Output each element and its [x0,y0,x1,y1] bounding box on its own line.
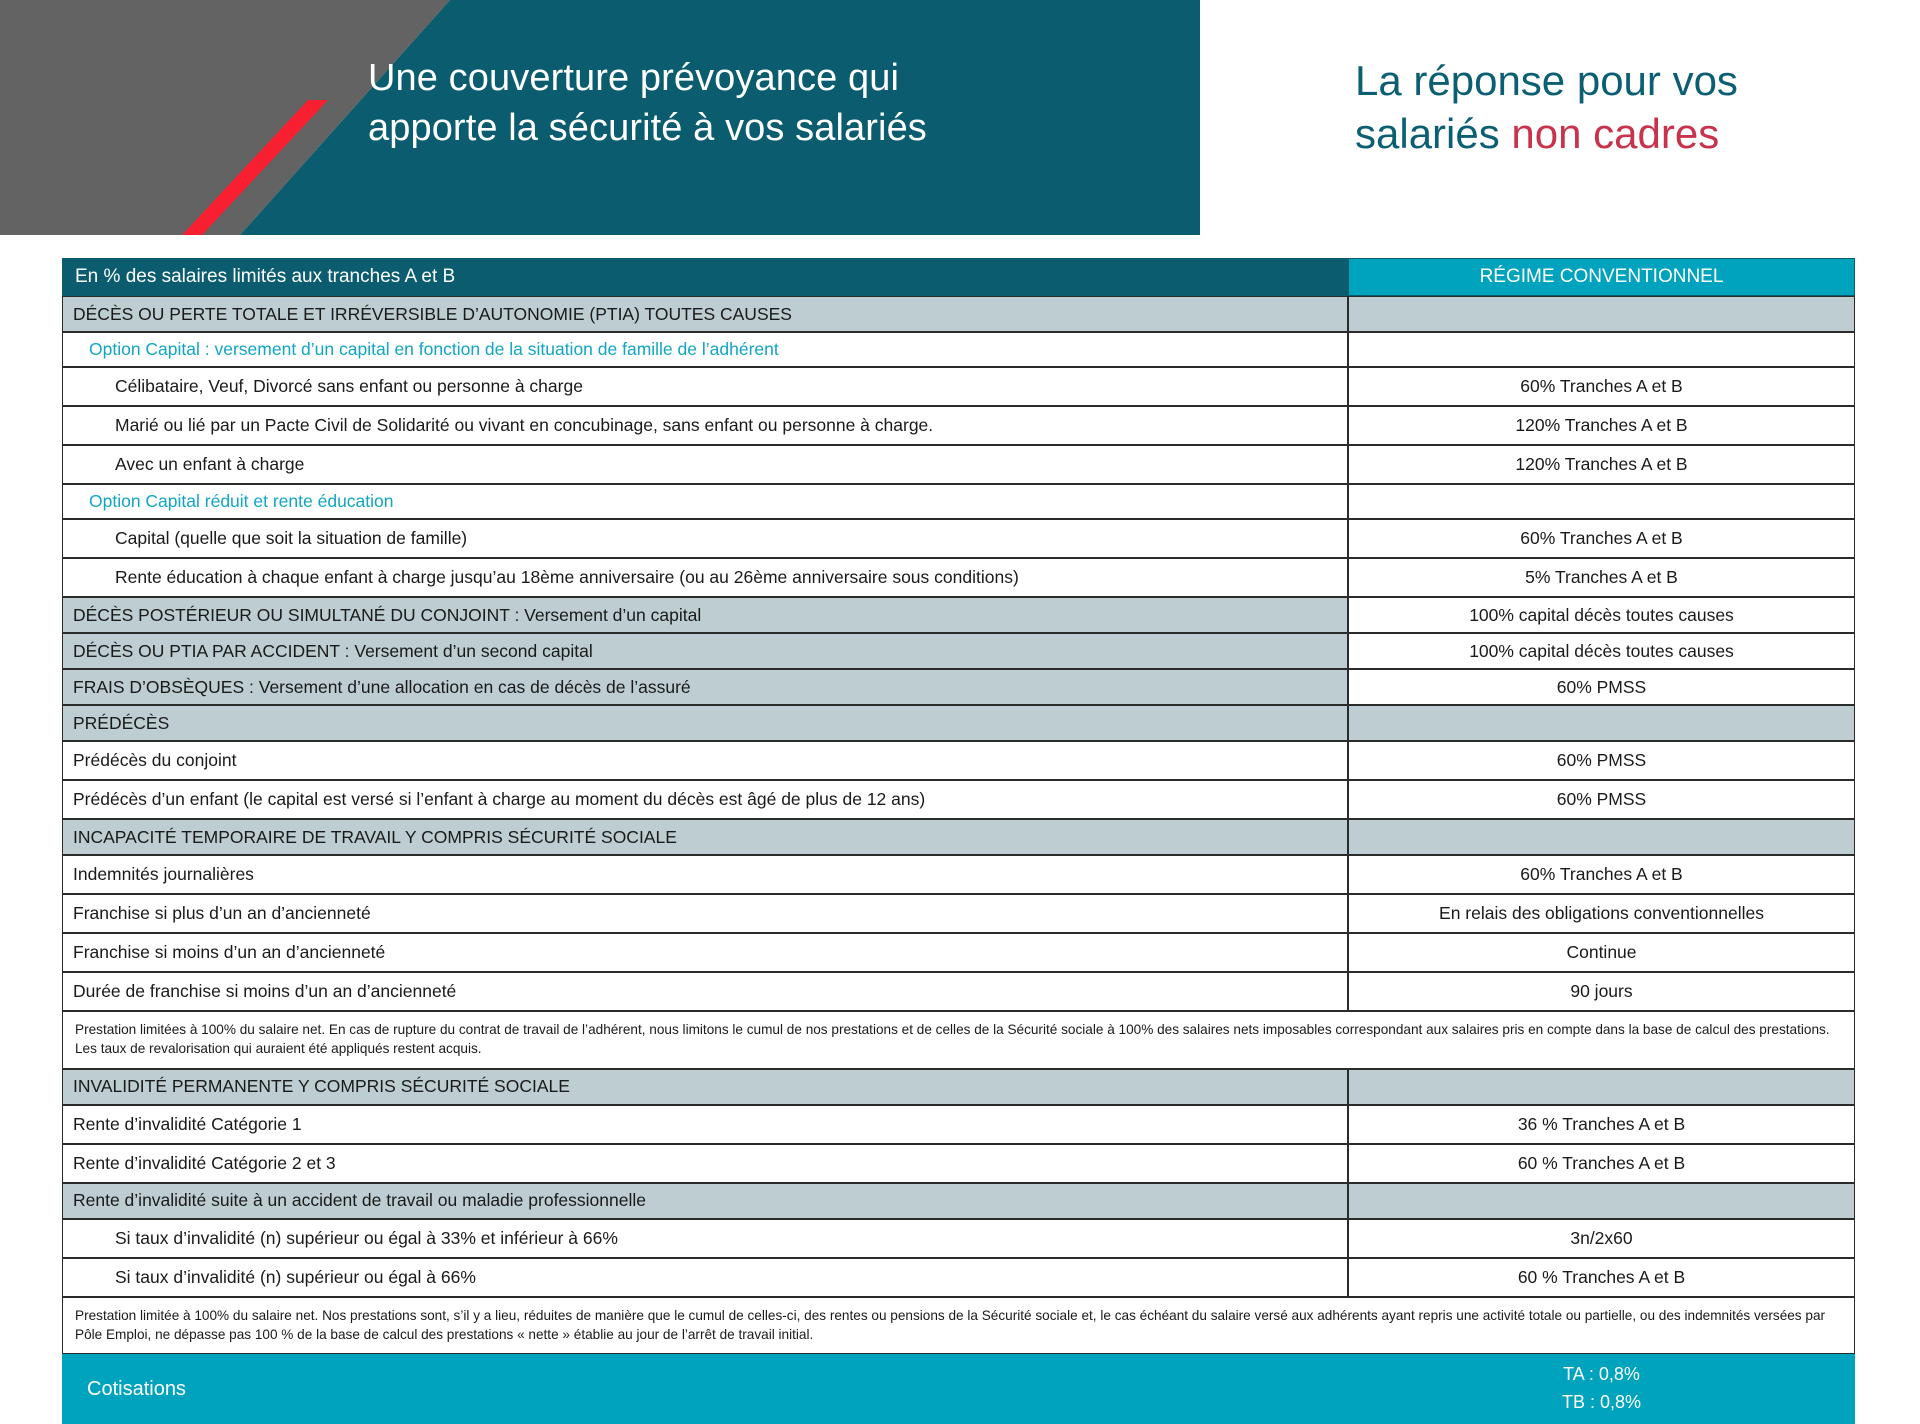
section-header-value [1348,296,1855,332]
section-header-label: DÉCÈS OU PTIA PAR ACCIDENT : Versement d’un second capital [62,633,1348,669]
section-header-label: INVALIDITÉ PERMANENTE Y COMPRIS SÉCURITÉ SOCIALE [62,1069,1348,1105]
table-row [62,780,1855,819]
table-row [62,558,1855,597]
section-header-label: DÉCÈS POSTÉRIEUR OU SIMULTANÉ DU CONJOINT : Versement d’un capital [62,597,1348,633]
section-header-label: Rente d’invalidité suite à un accident de travail ou maladie professionnelle [62,1183,1348,1219]
table-header-right: RÉGIME CONVENTIONNEL [1348,258,1855,296]
benefit-label: Rente d’invalidité Catégorie 2 et 3 [62,1144,1348,1183]
banner-title-line-1: Une couverture prévoyance qui [368,57,899,99]
section-header-value [1348,819,1855,855]
table-row [62,519,1855,558]
sub-header-value [1348,332,1855,367]
benefit-value: 60% PMSS [1348,780,1855,819]
table-row [62,296,1855,332]
benefit-label: Si taux d’invalidité (n) supérieur ou égal à 33% et inférieur à 66% [62,1219,1348,1258]
section-header-value [1348,1069,1855,1105]
table-row [62,633,1855,669]
table-row [62,741,1855,780]
table-row [62,597,1855,633]
benefit-label: Prédécès d’un enfant (le capital est versé si l’enfant à charge au moment du décès est âgé de plus de 12 ans) [62,780,1348,819]
section-header-label: INCAPACITÉ TEMPORAIRE DE TRAVAIL Y COMPRIS SÉCURITÉ SOCIALE [62,819,1348,855]
table-row [62,669,1855,705]
benefit-label: Durée de franchise si moins d’un an d’ancienneté [62,972,1348,1011]
benefit-value: 36 % Tranches A et B [1348,1105,1855,1144]
cotisations-ta: TA : 0,8% [1563,1364,1640,1385]
section-header-value: 100% capital décès toutes causes [1348,597,1855,633]
banner-headline-line-2 [1355,107,1875,160]
table-row [62,1219,1855,1258]
table-row [62,1069,1855,1105]
cotisations-tb: TB : 0,8% [1561,1392,1642,1413]
table-row [62,332,1855,367]
table-row [62,1011,1855,1069]
benefit-value: 90 jours [1348,972,1855,1011]
table-body [62,296,1855,1354]
table-row [62,484,1855,519]
table-row [62,406,1855,445]
table-header-left: En % des salaires limités aux tranches A et B [62,258,1348,296]
benefit-label: Célibataire, Veuf, Divorcé sans enfant ou personne à charge [62,367,1348,406]
benefit-value: 120% Tranches A et B [1348,406,1855,445]
table-row [62,933,1855,972]
table-note: Prestation limitées à 100% du salaire net. En cas de rupture du contrat de travail de l’adhérent, nous limitons le cumul de nos prestations et de celles de la Sécurité sociale à 100% des salaires nets imposables correspondant aux salaires pris en compte dans la base de calcul des prestations. Les taux de revalorisation qui auraient été appliqués restent acquis. [62,1011,1855,1069]
benefits-table [62,258,1855,1424]
benefit-label: Rente éducation à chaque enfant à charge jusqu’au 18ème anniversaire (ou au 26ème anniversaire sous conditions) [62,558,1348,597]
benefit-value: En relais des obligations conventionnelles [1348,894,1855,933]
benefit-label: Franchise si moins d’un an d’ancienneté [62,933,1348,972]
benefit-value: 5% Tranches A et B [1348,558,1855,597]
benefit-value: 60 % Tranches A et B [1348,1144,1855,1183]
table-row [62,1183,1855,1219]
benefit-label: Capital (quelle que soit la situation de famille) [62,519,1348,558]
benefit-value: Continue [1348,933,1855,972]
table-row [62,705,1855,741]
section-header-label: FRAIS D’OBSÈQUES : Versement d’une allocation en cas de décès de l’assuré [62,669,1348,705]
banner-headline [1355,54,1875,161]
benefit-label: Avec un enfant à charge [62,445,1348,484]
section-header-value: 60% PMSS [1348,669,1855,705]
benefit-label: Franchise si plus d’un an d’ancienneté [62,894,1348,933]
table-row [62,972,1855,1011]
banner-headline-plain: salariés [1355,110,1512,158]
banner-title-line-2: apporte la sécurité à vos salariés [368,107,927,150]
sub-header-value [1348,484,1855,519]
banner-headline-line-1: La réponse pour vos [1355,57,1738,104]
table-row [62,367,1855,406]
cotisations-label: Cotisations [62,1354,1348,1424]
banner-title [368,53,1068,153]
cotisations-values [1348,1354,1855,1424]
table-row [62,855,1855,894]
table-row [62,1105,1855,1144]
section-header-value [1348,705,1855,741]
table-row [62,1258,1855,1297]
cotisations-row [62,1354,1855,1424]
benefit-value: 60% Tranches A et B [1348,367,1855,406]
table-row [62,894,1855,933]
benefit-value: 60 % Tranches A et B [1348,1258,1855,1297]
banner-headline-accent: non cadres [1511,110,1720,158]
section-header-value [1348,1183,1855,1219]
table-header-row [62,258,1855,296]
section-header-label: PRÉDÉCÈS [62,705,1348,741]
sub-header-label: Option Capital réduit et rente éducation [62,484,1348,519]
benefit-value: 60% Tranches A et B [1348,519,1855,558]
table-note: Prestation limitée à 100% du salaire net. Nos prestations sont, s’il y a lieu, réduites de manière que le cumul de celles-ci, des rentes ou pensions de la Sécurité sociale et, le cas échéant du salaire versé aux adhérents ayant repris une activité totale ou partielle, ou des indemnités versées par Pôle Emploi, ne dépasse pas 100 % de la base de calcul des prestations « nette » établie au jour de l’arrêt de travail initial. [62,1297,1855,1355]
benefit-label: Marié ou lié par un Pacte Civil de Solidarité ou vivant en concubinage, sans enfant ou personne à charge. [62,406,1348,445]
benefit-value: 120% Tranches A et B [1348,445,1855,484]
benefit-value: 60% PMSS [1348,741,1855,780]
benefit-value: 60% Tranches A et B [1348,855,1855,894]
section-header-label: DÉCÈS OU PERTE TOTALE ET IRRÉVERSIBLE D’AUTONOMIE (PTIA) TOUTES CAUSES [62,296,1348,332]
table-row [62,1297,1855,1355]
table-row [62,1144,1855,1183]
benefit-label: Rente d’invalidité Catégorie 1 [62,1105,1348,1144]
benefit-label: Si taux d’invalidité (n) supérieur ou égal à 66% [62,1258,1348,1297]
table-row [62,445,1855,484]
sub-header-label: Option Capital : versement d’un capital en fonction de la situation de famille de l’adhérent [62,332,1348,367]
benefit-label: Prédécès du conjoint [62,741,1348,780]
section-header-value: 100% capital décès toutes causes [1348,633,1855,669]
benefit-label: Indemnités journalières [62,855,1348,894]
header-banner [0,0,1920,235]
table-row [62,819,1855,855]
benefit-value: 3n/2x60 [1348,1219,1855,1258]
